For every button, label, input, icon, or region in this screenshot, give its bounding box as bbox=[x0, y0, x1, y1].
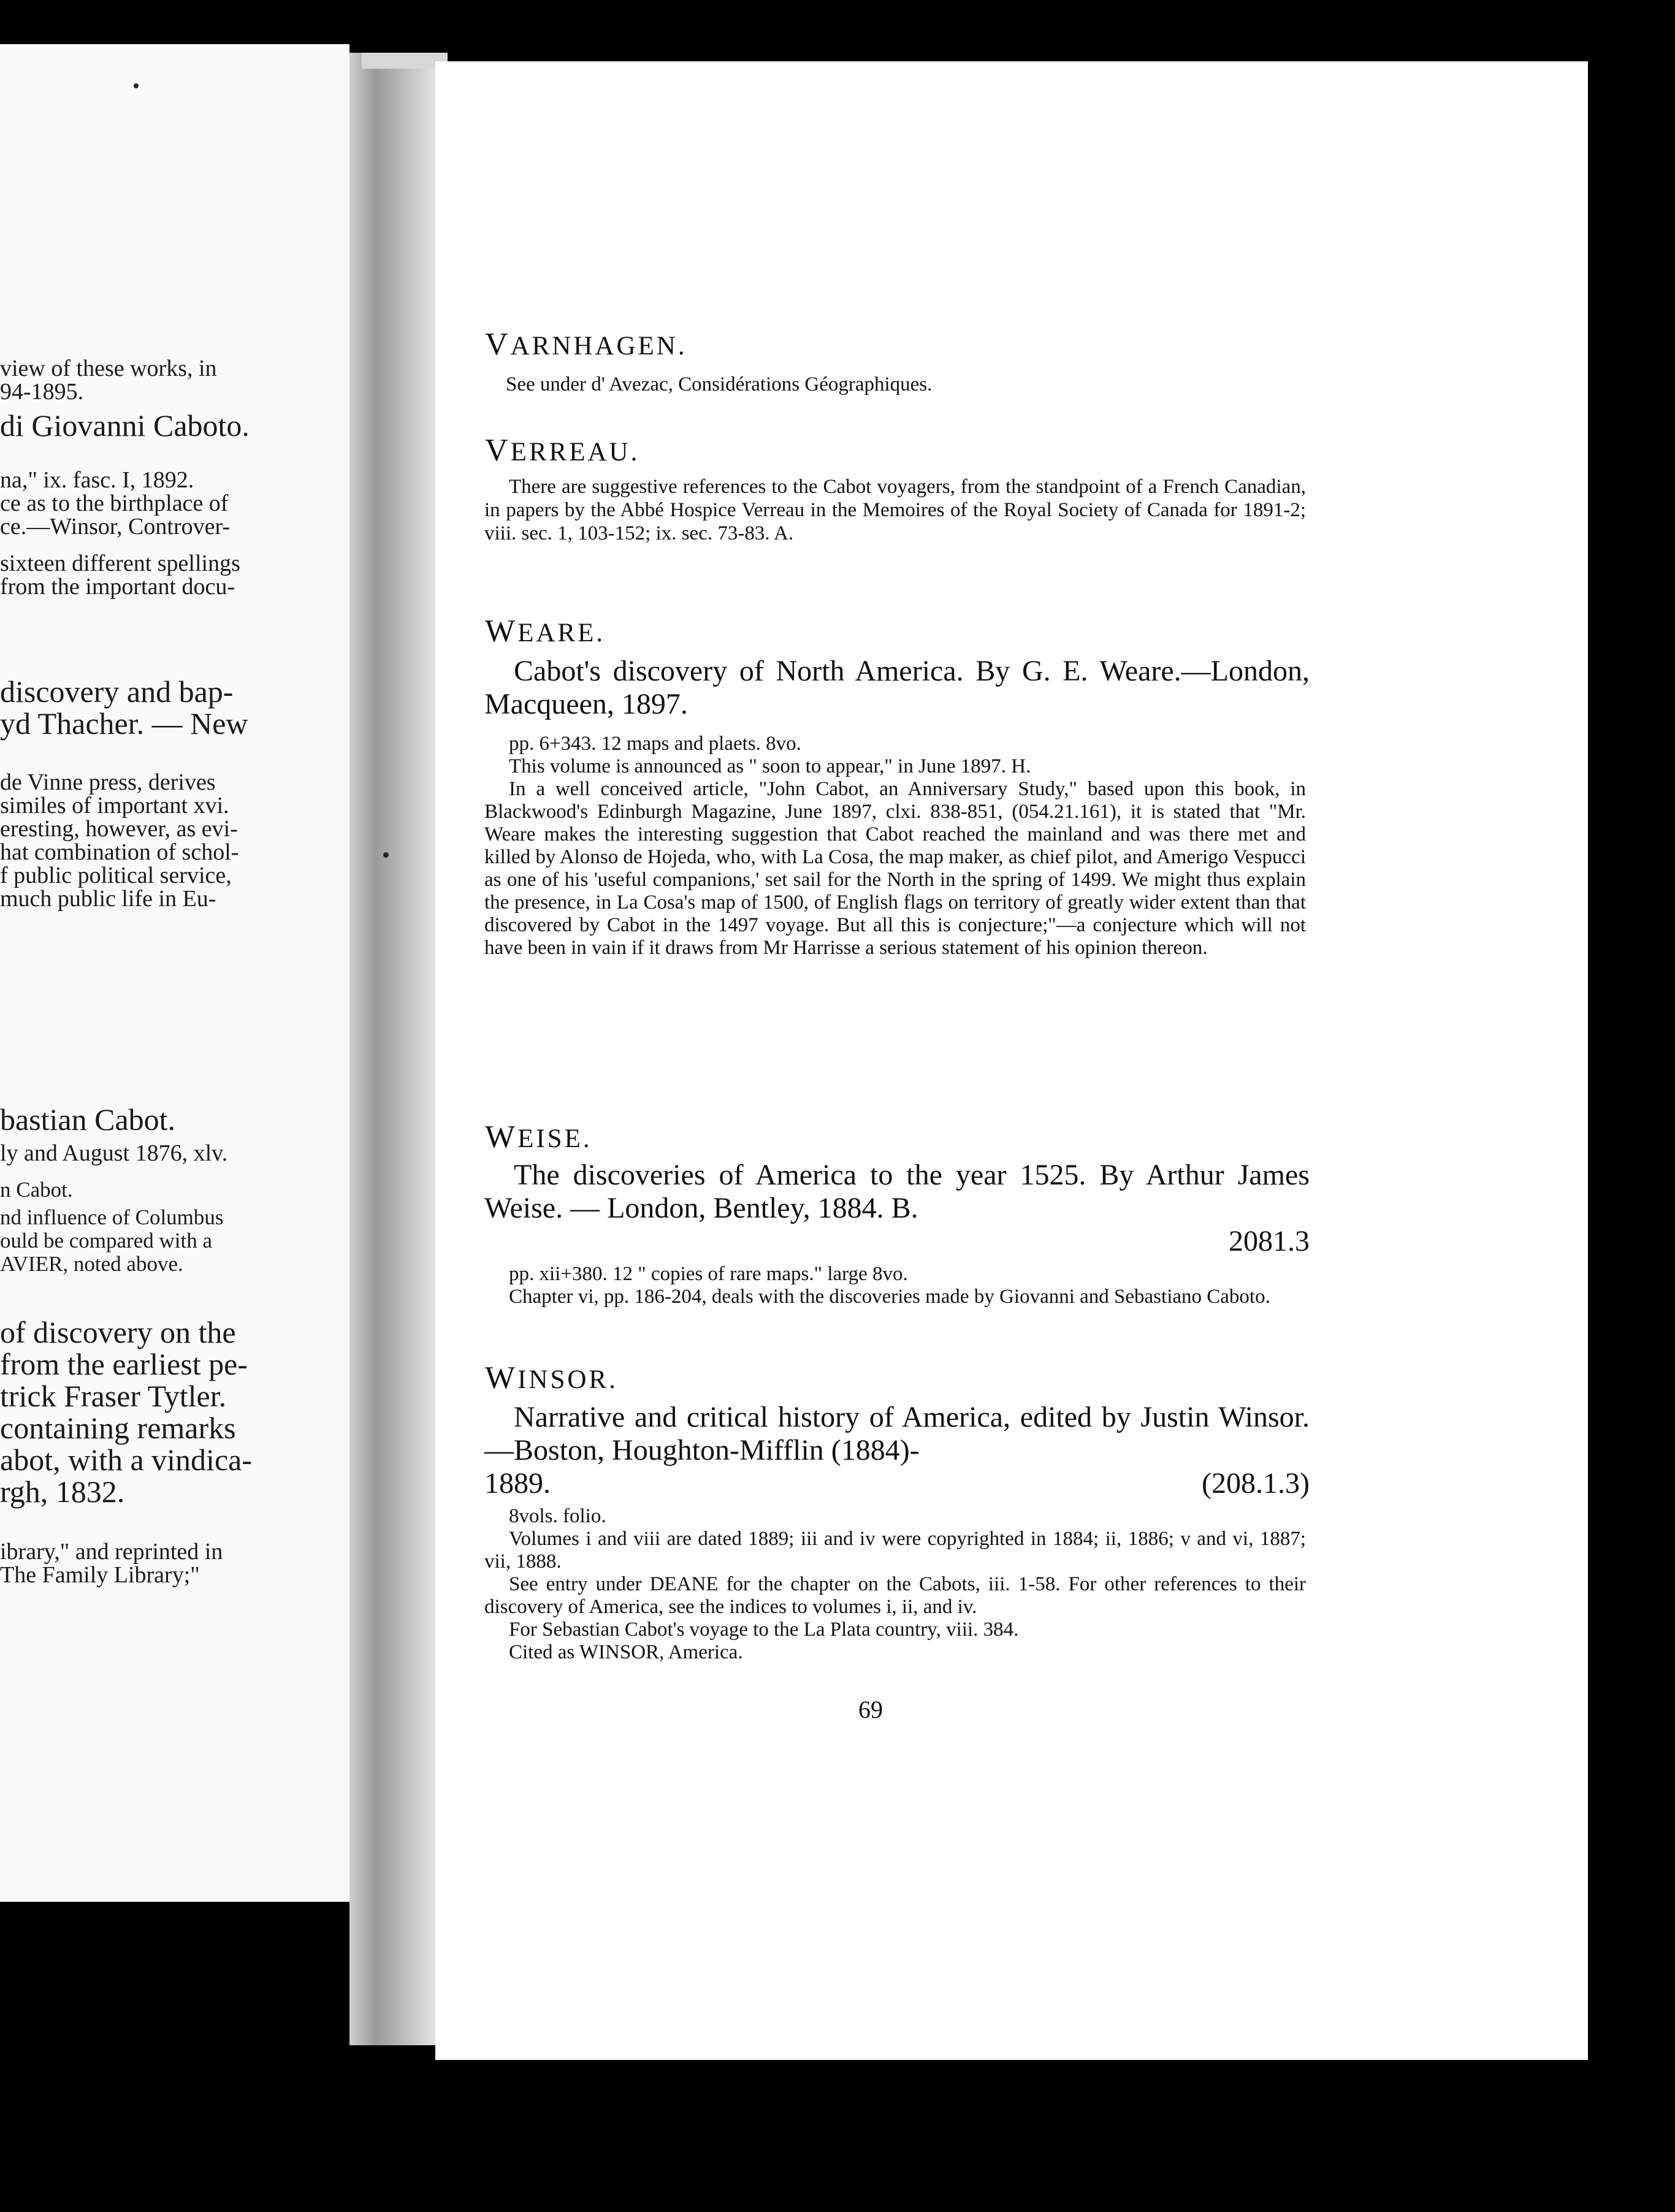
left-page-line: containing remarks bbox=[0, 1411, 236, 1445]
left-page-line: ce.—Winsor, Controver- bbox=[0, 514, 231, 540]
left-page-line: ould be compared with a bbox=[0, 1229, 213, 1253]
left-page-line: similes of important xvi. bbox=[0, 793, 229, 818]
left-page-line: discovery and bap- bbox=[0, 674, 234, 709]
left-page-line: trick Fraser Tytler. bbox=[0, 1379, 227, 1413]
entry-title-weare: Cabot's discovery of North America. By G. E. Weare.—London, Macqueen, 1897. bbox=[484, 655, 1310, 720]
note-winsor-2: See entry under DEANE for the chapter on the Cabots, iii. 1-58. For other references to their discovery of America, see the indices to volumes i, ii, and iv. bbox=[484, 1573, 1306, 1618]
left-page-line: di Giovanni Caboto. bbox=[0, 408, 250, 443]
note-weise: Chapter vi, pp. 186-204, deals with the discoveries made by Giovanni and Sebastiano Caboto. bbox=[509, 1286, 1270, 1308]
entry-heading-winsor: WINSOR. bbox=[485, 1360, 618, 1395]
left-page-line: abot, with a vindica- bbox=[0, 1443, 252, 1477]
collation-weise: pp. xii+380. 12 " copies of rare maps." large 8vo. bbox=[509, 1263, 908, 1285]
left-page-line: AVIER, noted above. bbox=[0, 1252, 183, 1276]
left-page-line: ce as to the birthplace of bbox=[0, 490, 229, 516]
left-page-line: na," ix. fasc. I, 1892. bbox=[0, 467, 194, 493]
title-end-winsor: 1889. bbox=[484, 1467, 551, 1500]
page-number: 69 bbox=[858, 1696, 883, 1723]
entry-title-weise: The discoveries of America to the year 1525. By Arthur James Weise. — London, Bentley, 1884. B. bbox=[484, 1159, 1310, 1224]
collation-winsor: 8vols. folio. bbox=[509, 1505, 606, 1527]
left-page-line: much public life in Eu- bbox=[0, 886, 216, 912]
note-weare-1: This volume is announced as " soon to appear," in June 1897. H. bbox=[509, 755, 1031, 777]
left-page-line: yd Thacher. — New bbox=[0, 706, 248, 741]
entry-text-varnhagen: See under d' Avezac, Considérations Géographiques. bbox=[506, 373, 933, 395]
note-winsor-1: Volumes i and viii are dated 1889; iii and iv were copyrighted in 1884; ii, 1886; v and vi, 1887; vii, 1888. bbox=[484, 1528, 1306, 1573]
left-page-line: ly and August 1876, xlv. bbox=[0, 1140, 228, 1166]
shelfmark-weise: 2081.3 bbox=[1229, 1225, 1310, 1257]
left-page-line: 94-1895. bbox=[0, 379, 84, 405]
left-page-line: bastian Cabot. bbox=[0, 1102, 176, 1137]
shelfmark-winsor: (208.1.3) bbox=[1202, 1467, 1310, 1500]
note-winsor-4: Cited as WINSOR, America. bbox=[509, 1641, 743, 1663]
entry-heading-varnhagen: VARNHAGEN. bbox=[485, 327, 687, 362]
entry-details-winsor bbox=[484, 1505, 1306, 1664]
note-winsor-3: For Sebastian Cabot's voyage to the La Plata country, viii. 384. bbox=[509, 1619, 1019, 1641]
left-page-line: from the earliest pe- bbox=[0, 1347, 248, 1381]
left-page-line: hat combination of schol- bbox=[0, 839, 239, 865]
entry-heading-weise: WEISE. bbox=[485, 1119, 592, 1154]
scan-speck bbox=[134, 83, 139, 88]
scan-speck bbox=[383, 852, 389, 858]
entry-text-verreau: There are suggestive references to the Cabot voyagers, from the standpoint of a French Canadian, in papers by the Abbé Hospice Verreau in the Memoires of the Royal Society of Canada for 1891-2; viii. sec. 1, 103-152; ix. sec. 73-83. A. bbox=[484, 476, 1306, 544]
left-page-line: The Family Library;" bbox=[0, 1562, 200, 1588]
entry-heading-verreau: VERREAU. bbox=[485, 433, 640, 468]
collation-weare: pp. 6+343. 12 maps and plaets. 8vo. bbox=[509, 733, 801, 755]
left-page-line: of discovery on the bbox=[0, 1315, 236, 1349]
entry-details-weise bbox=[484, 1263, 1306, 1308]
left-page-line: sixteen different spellings bbox=[0, 551, 240, 576]
book-page bbox=[435, 61, 1588, 2060]
entry-details-weare bbox=[484, 733, 1306, 959]
left-page-line: from the important docu- bbox=[0, 574, 235, 600]
left-page-line: view of these works, in bbox=[0, 356, 217, 381]
note-weare-2: In a well conceived article, "John Cabot, an Anniversary Study," based upon this book, in Blackwood's Edinburgh Magazine, June 1897, clxi. 838-851, (054.21.161), it is stated that "Mr. Weare makes the interesting suggestion that Cabot reached the mainland and was there met and killed by Alonso de Hojeda, who, with La Cosa, the map maker, as chief pilot, and Amerigo Vespucci as one of his 'useful companions,' set sail for the North in the spring of 1499. We might thus explain the presence, in La Cosa's map of 1500, of English flags on territory of greatly wider extent than that discovered by Cabot in the 1497 voyage. But all this is conjecture;"—a conjecture which will not have been in vain if it draws from Mr Harrisse a serious statement of his opinion thereon. bbox=[484, 778, 1306, 959]
left-page-line: de Vinne press, derives bbox=[0, 769, 216, 795]
book-gutter-shadow bbox=[349, 53, 435, 2045]
book-gutter-top bbox=[362, 53, 448, 69]
left-page-line: nd influence of Columbus bbox=[0, 1205, 224, 1229]
left-page-line: eresting, however, as evi- bbox=[0, 816, 238, 842]
entry-heading-weare: WEARE. bbox=[485, 614, 606, 649]
previous-page-fragment bbox=[0, 44, 349, 1902]
left-page-line: ibrary," and reprinted in bbox=[0, 1539, 223, 1565]
left-page-line: n Cabot. bbox=[0, 1178, 73, 1202]
left-page-line: rgh, 1832. bbox=[0, 1474, 125, 1509]
left-page-line: f public political service, bbox=[0, 863, 232, 888]
entry-title-winsor: Narrative and critical history of America, edited by Justin Winsor.—Boston, Houghton-Mifflin (1884)- bbox=[484, 1401, 1310, 1466]
